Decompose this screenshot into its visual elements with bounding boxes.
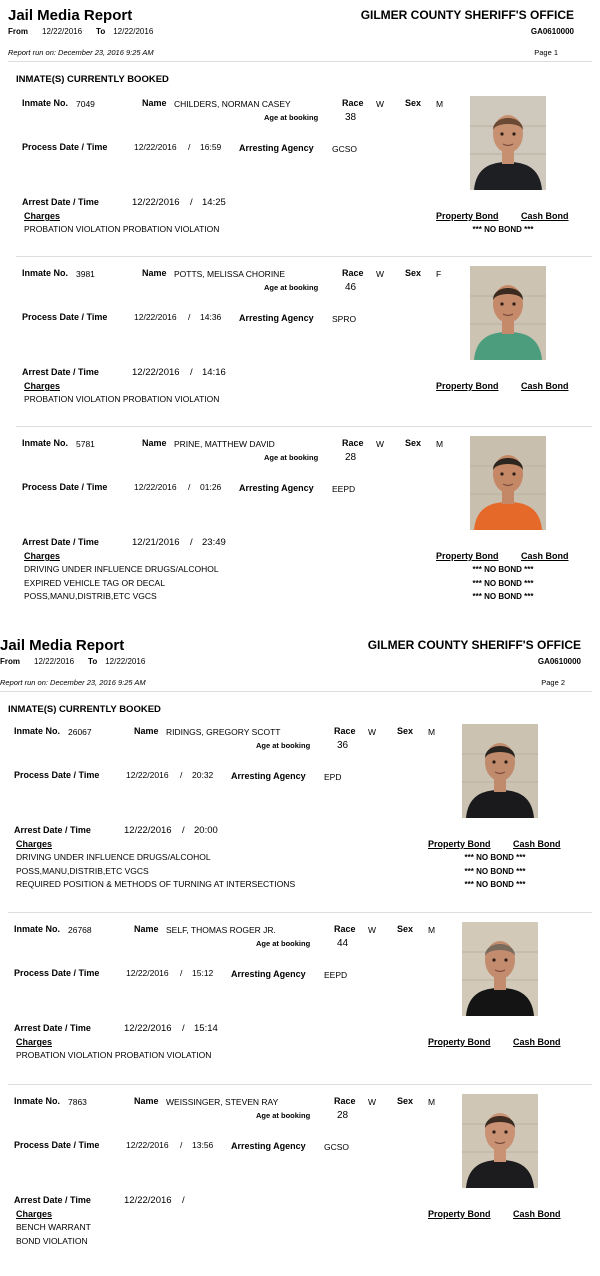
- sex-label: Sex: [397, 1096, 414, 1106]
- arrest-datetime-label: Arrest Date / Time: [14, 1023, 91, 1033]
- inmate-record: [0, 920, 600, 1090]
- charge-item: EXPIRED VEHICLE TAG OR DECAL: [24, 577, 165, 588]
- inmate-name: RIDINGS, GREGORY SCOTT: [166, 727, 281, 737]
- from-label: From: [8, 27, 28, 36]
- charge-item: POSS,MANU,DISTRIB,ETC VGCS: [24, 591, 157, 601]
- arrest-time: 14:16: [202, 367, 226, 378]
- report-page: [0, 0, 600, 630]
- page-number: Page 2: [541, 678, 565, 687]
- to-label: To: [96, 27, 106, 36]
- arrest-slash: /: [182, 825, 185, 836]
- process-slash: /: [188, 312, 191, 322]
- arrest-time: 15:14: [194, 1023, 218, 1034]
- record-divider: [8, 912, 592, 913]
- cash-bond-label: Cash Bond: [513, 1037, 561, 1047]
- race-value: W: [376, 439, 385, 449]
- charge-item: PROBATION VIOLATION PROBATION VIOLATION: [24, 394, 220, 404]
- process-date: 12/22/2016: [134, 312, 177, 322]
- property-bond-label: Property Bond: [436, 381, 499, 391]
- report-date-range: [8, 27, 153, 36]
- agency-code: GA0610000: [530, 27, 574, 36]
- arrest-time: 23:49: [202, 537, 226, 548]
- process-time: 13:56: [192, 1140, 214, 1150]
- bond-status: *** NO BOND ***: [472, 565, 534, 574]
- process-time: 15:12: [192, 968, 214, 978]
- process-time: 16:59: [200, 142, 222, 152]
- inmate-record: [0, 1092, 600, 1262]
- race-label: Race: [334, 1096, 356, 1106]
- arrest-date: 12/22/2016: [124, 825, 172, 836]
- property-bond-label: Property Bond: [428, 1037, 491, 1047]
- bond-status: *** NO BOND ***: [472, 592, 534, 601]
- process-date: 12/22/2016: [126, 968, 169, 978]
- cash-bond-label: Cash Bond: [513, 839, 561, 849]
- race-label: Race: [342, 98, 364, 108]
- age-value: 36: [337, 740, 349, 751]
- charge-item: DRIVING UNDER INFLUENCE DRUGS/ALCOHOL: [24, 564, 219, 574]
- mugshot-icon: [462, 1094, 538, 1188]
- inmate-no-value: 26067: [68, 727, 92, 737]
- charge-item: PROBATION VIOLATION PROBATION VIOLATION: [16, 1050, 212, 1060]
- arrest-slash: /: [190, 197, 193, 208]
- name-label: Name: [142, 268, 167, 278]
- race-value: W: [376, 269, 385, 279]
- section-title: INMATE(S) CURRENTLY BOOKED: [16, 74, 169, 85]
- charges-label: Charges: [16, 839, 53, 849]
- arrest-date: 12/21/2016: [132, 537, 180, 548]
- sex-label: Sex: [405, 438, 422, 448]
- charge-item: BENCH WARRANT: [16, 1222, 91, 1232]
- from-date: 12/22/2016: [42, 27, 83, 36]
- arrest-datetime-label: Arrest Date / Time: [14, 825, 91, 835]
- charge-item: PROBATION VIOLATION PROBATION VIOLATION: [24, 224, 220, 234]
- name-label: Name: [134, 924, 159, 934]
- to-date: 12/22/2016: [105, 657, 146, 666]
- charge-item: REQUIRED POSITION & METHODS OF TURNING AT INTERSECTIONS: [16, 879, 296, 889]
- sheriff-office-name: GILMER COUNTY SHERIFF'S OFFICE: [360, 8, 574, 22]
- inmate-no-value: 3981: [76, 269, 95, 279]
- race-value: W: [368, 925, 377, 935]
- arresting-agency-value: EEPD: [324, 970, 348, 980]
- sex-label: Sex: [397, 924, 414, 934]
- sex-value: M: [436, 439, 444, 449]
- record-divider: [8, 1084, 592, 1085]
- name-label: Name: [134, 726, 159, 736]
- arresting-agency-label: Arresting Agency: [231, 969, 306, 979]
- sex-label: Sex: [405, 268, 422, 278]
- process-datetime-label: Process Date / Time: [14, 770, 100, 780]
- arrest-datetime-label: Arrest Date / Time: [22, 367, 99, 377]
- report-title: Jail Media Report: [8, 7, 133, 24]
- race-label: Race: [342, 438, 364, 448]
- charges-list: [24, 563, 219, 604]
- process-time: 01:26: [200, 482, 222, 492]
- arrest-slash: /: [182, 1023, 185, 1034]
- mugshot-icon: [470, 96, 546, 190]
- age-value: 38: [345, 112, 357, 123]
- age-value: 28: [345, 452, 357, 463]
- inmate-record: [0, 94, 600, 264]
- bond-status: *** NO BOND ***: [464, 866, 526, 876]
- mugshot-icon: [462, 724, 538, 818]
- arresting-agency-label: Arresting Agency: [239, 313, 314, 323]
- inmate-no-label: Inmate No.: [22, 438, 69, 448]
- arrest-date: 12/22/2016: [132, 367, 180, 378]
- record-divider: [16, 426, 592, 427]
- property-bond-label: Property Bond: [436, 551, 499, 561]
- process-datetime-label: Process Date / Time: [14, 968, 100, 978]
- report-run-on: Report run on: December 23, 2016 9:25 AM: [8, 48, 154, 57]
- report-title: Jail Media Report: [0, 637, 125, 654]
- inmate-photo: [470, 96, 546, 190]
- inmate-record: [0, 722, 600, 892]
- sex-label: Sex: [405, 98, 422, 108]
- bond-list: [458, 223, 548, 237]
- bond-status: *** NO BOND ***: [472, 225, 534, 234]
- arresting-agency-label: Arresting Agency: [239, 483, 314, 493]
- inmate-name: CHILDERS, NORMAN CASEY: [174, 99, 291, 109]
- property-bond-label: Property Bond: [428, 1209, 491, 1219]
- bond-status: *** NO BOND ***: [464, 880, 526, 889]
- inmate-no-value: 7049: [76, 99, 95, 109]
- race-value: W: [376, 99, 385, 109]
- inmate-no-label: Inmate No.: [22, 98, 69, 108]
- agency-code: GA0610000: [537, 657, 581, 666]
- age-value: 44: [337, 938, 349, 949]
- inmate-photo: [462, 1094, 538, 1188]
- arresting-agency-value: GCSO: [324, 1142, 350, 1152]
- inmate-no-value: 5781: [76, 439, 95, 449]
- race-label: Race: [334, 924, 356, 934]
- arrest-date: 12/22/2016: [132, 197, 180, 208]
- from-date: 12/22/2016: [34, 657, 75, 666]
- age-value: 46: [345, 282, 357, 293]
- charges-label: Charges: [24, 551, 61, 561]
- page-number: Page 1: [534, 48, 558, 57]
- sex-value: M: [428, 1097, 436, 1107]
- arrest-slash: /: [190, 367, 193, 378]
- charges-label: Charges: [24, 211, 61, 221]
- record-divider: [16, 256, 592, 257]
- race-label: Race: [334, 726, 356, 736]
- bond-list: [450, 851, 540, 892]
- process-datetime-label: Process Date / Time: [14, 1140, 100, 1150]
- bond-list: [458, 563, 548, 604]
- charges-label: Charges: [16, 1037, 53, 1047]
- arrest-date: 12/22/2016: [124, 1023, 172, 1034]
- process-date: 12/22/2016: [126, 1140, 169, 1150]
- inmate-no-label: Inmate No.: [22, 268, 69, 278]
- from-label: From: [0, 657, 20, 666]
- to-label: To: [88, 657, 98, 666]
- name-label: Name: [142, 438, 167, 448]
- charges-label: Charges: [24, 381, 61, 391]
- inmate-no-label: Inmate No.: [14, 924, 61, 934]
- charges-label: Charges: [16, 1209, 53, 1219]
- sex-label: Sex: [397, 726, 414, 736]
- bond-status: *** NO BOND ***: [472, 578, 534, 588]
- process-date: 12/22/2016: [126, 770, 169, 780]
- process-slash: /: [180, 968, 183, 978]
- charge-item: BOND VIOLATION: [16, 1235, 88, 1246]
- name-label: Name: [134, 1096, 159, 1106]
- cash-bond-label: Cash Bond: [513, 1209, 561, 1219]
- sex-value: F: [436, 269, 442, 279]
- inmate-record: [0, 434, 600, 604]
- age-at-booking-label: Age at booking: [264, 283, 319, 292]
- arrest-datetime-label: Arrest Date / Time: [22, 537, 99, 547]
- age-value: 28: [337, 1110, 349, 1121]
- property-bond-label: Property Bond: [436, 211, 499, 221]
- sex-value: M: [436, 99, 444, 109]
- inmate-photo: [470, 266, 546, 360]
- race-value: W: [368, 727, 377, 737]
- process-date: 12/22/2016: [134, 142, 177, 152]
- arresting-agency-value: SPRO: [332, 314, 357, 324]
- age-at-booking-label: Age at booking: [264, 453, 319, 462]
- race-value: W: [368, 1097, 377, 1107]
- age-at-booking-label: Age at booking: [256, 1111, 311, 1120]
- charge-item: DRIVING UNDER INFLUENCE DRUGS/ALCOHOL: [16, 852, 211, 862]
- arrest-datetime-label: Arrest Date / Time: [22, 197, 99, 207]
- process-time: 20:32: [192, 770, 214, 780]
- mugshot-icon: [462, 922, 538, 1016]
- arresting-agency-label: Arresting Agency: [231, 771, 306, 781]
- inmate-photo: [462, 922, 538, 1016]
- inmate-name: SELF, THOMAS ROGER JR.: [166, 925, 276, 935]
- inmate-no-value: 26768: [68, 925, 92, 935]
- arresting-agency-value: GCSO: [332, 144, 358, 154]
- charges-list: [16, 1049, 211, 1063]
- cash-bond-label: Cash Bond: [521, 211, 569, 221]
- charges-list: [16, 1221, 91, 1248]
- race-label: Race: [342, 268, 364, 278]
- inmate-no-label: Inmate No.: [14, 1096, 61, 1106]
- process-slash: /: [180, 770, 183, 780]
- age-at-booking-label: Age at booking: [256, 741, 311, 750]
- arrest-time: 20:00: [194, 825, 218, 836]
- process-datetime-label: Process Date / Time: [22, 482, 108, 492]
- age-at-booking-label: Age at booking: [264, 113, 319, 122]
- arresting-agency-label: Arresting Agency: [239, 143, 314, 153]
- arrest-datetime-label: Arrest Date / Time: [14, 1195, 91, 1205]
- bond-status: *** NO BOND ***: [464, 853, 526, 862]
- process-datetime-label: Process Date / Time: [22, 142, 108, 152]
- sheriff-office-name: GILMER COUNTY SHERIFF'S OFFICE: [367, 638, 581, 652]
- arrest-date: 12/22/2016: [124, 1195, 172, 1206]
- inmate-photo: [470, 436, 546, 530]
- cash-bond-label: Cash Bond: [521, 381, 569, 391]
- arrest-slash: /: [182, 1195, 185, 1206]
- mugshot-icon: [470, 436, 546, 530]
- charges-list: [24, 393, 219, 407]
- inmate-no-value: 7863: [68, 1097, 87, 1107]
- mugshot-icon: [470, 266, 546, 360]
- inmate-no-label: Inmate No.: [14, 726, 61, 736]
- report-run-on: Report run on: December 23, 2016 9:25 AM: [0, 678, 146, 687]
- inmate-name: POTTS, MELISSA CHORINE: [174, 269, 285, 279]
- to-date: 12/22/2016: [113, 27, 154, 36]
- inmate-name: PRINE, MATTHEW DAVID: [174, 439, 275, 449]
- arresting-agency-value: EPD: [324, 772, 342, 782]
- arrest-slash: /: [190, 537, 193, 548]
- arresting-agency-value: EEPD: [332, 484, 356, 494]
- header-divider: [0, 691, 592, 692]
- inmate-name: WEISSINGER, STEVEN RAY: [166, 1097, 279, 1107]
- report-page: [0, 630, 600, 1260]
- process-slash: /: [180, 1140, 183, 1150]
- property-bond-label: Property Bond: [428, 839, 491, 849]
- charges-list: [24, 223, 219, 237]
- process-date: 12/22/2016: [134, 482, 177, 492]
- charges-list: [16, 851, 295, 892]
- inmate-photo: [462, 724, 538, 818]
- sex-value: M: [428, 925, 436, 935]
- sex-value: M: [428, 727, 436, 737]
- age-at-booking-label: Age at booking: [256, 939, 311, 948]
- section-title: INMATE(S) CURRENTLY BOOKED: [8, 704, 161, 715]
- arrest-time: 14:25: [202, 197, 226, 208]
- arresting-agency-label: Arresting Agency: [231, 1141, 306, 1151]
- cash-bond-label: Cash Bond: [521, 551, 569, 561]
- header-divider: [8, 61, 592, 62]
- process-slash: /: [188, 482, 191, 492]
- process-datetime-label: Process Date / Time: [22, 312, 108, 322]
- inmate-record: [0, 264, 600, 434]
- process-slash: /: [188, 142, 191, 152]
- name-label: Name: [142, 98, 167, 108]
- report-date-range: [0, 657, 145, 666]
- charge-item: POSS,MANU,DISTRIB,ETC VGCS: [16, 865, 149, 876]
- process-time: 14:36: [200, 312, 222, 322]
